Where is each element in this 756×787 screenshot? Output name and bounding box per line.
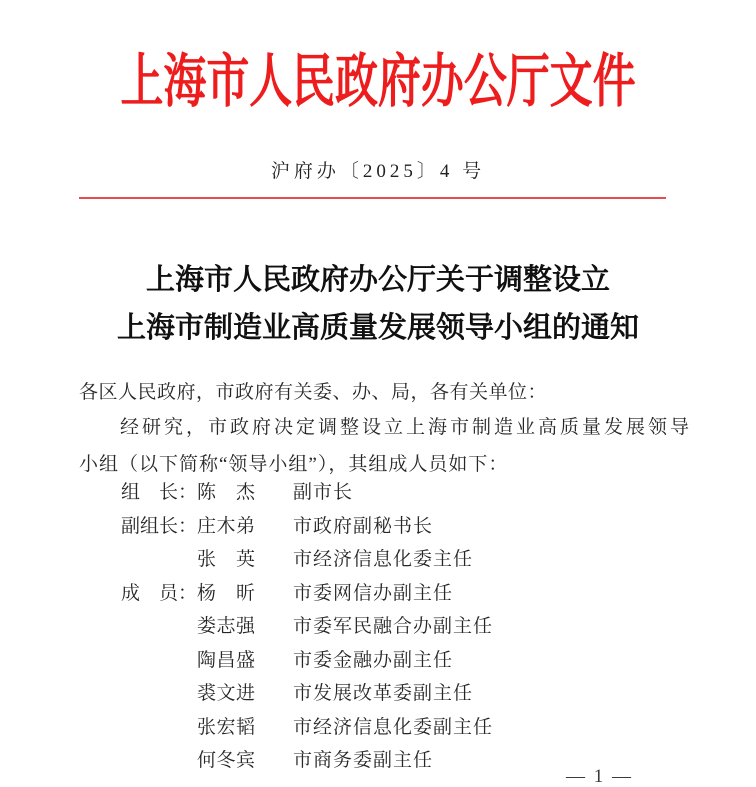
letterhead-title: 上海市人民政府办公厅文件 bbox=[120, 49, 636, 114]
member-name: 张宏韬 bbox=[197, 716, 256, 738]
member-name: 杨 昕 bbox=[197, 582, 256, 604]
member-name: 庄木弟 bbox=[197, 515, 256, 537]
document-title-line2: 上海市制造业高质量发展领导小组的通知 bbox=[116, 312, 639, 344]
member-row bbox=[79, 642, 719, 676]
red-letterhead bbox=[0, 34, 756, 118]
member-name: 张 英 bbox=[197, 549, 256, 571]
member-list bbox=[79, 474, 719, 776]
member-title: 副市长 bbox=[293, 482, 354, 504]
member-role: 组 长： bbox=[121, 482, 198, 504]
member-row bbox=[79, 575, 719, 609]
red-divider-rule bbox=[79, 197, 666, 199]
document-number: 沪府办〔2025〕4 号 bbox=[270, 161, 486, 182]
member-name: 何冬宾 bbox=[197, 750, 256, 772]
salutation-line: 各区人民政府，市政府有关委、办、局，各有关单位： bbox=[79, 382, 548, 403]
page-number: — 1 — bbox=[566, 766, 633, 787]
body-paragraph-line1: 经研究，市政府决定调整设立上海市制造业高质量发展领导 bbox=[120, 417, 693, 438]
member-title: 市委军民融合办副主任 bbox=[293, 616, 494, 638]
member-row bbox=[79, 675, 719, 709]
member-title: 市政府副秘书长 bbox=[293, 515, 434, 537]
member-row bbox=[79, 508, 719, 542]
member-row bbox=[79, 608, 719, 642]
member-role: 成 员： bbox=[121, 582, 198, 604]
member-title: 市商务委副主任 bbox=[293, 750, 434, 772]
member-title: 市发展改革委副主任 bbox=[293, 683, 474, 705]
member-row bbox=[79, 541, 719, 575]
member-name: 陶昌盛 bbox=[197, 649, 256, 671]
member-title: 市经济信息化委主任 bbox=[293, 549, 474, 571]
member-name: 陈 杰 bbox=[197, 482, 256, 504]
body-paragraph-line2: 小组（以下简称“领导小组”），其组成人员如下： bbox=[79, 454, 509, 475]
document-title-line1: 上海市人民政府办公厅关于调整设立 bbox=[145, 264, 610, 296]
document-title bbox=[0, 256, 756, 352]
member-title: 市委金融办副主任 bbox=[293, 649, 454, 671]
member-name: 裘文进 bbox=[197, 683, 256, 705]
member-role: 副组长： bbox=[121, 515, 198, 537]
member-name: 娄志强 bbox=[197, 616, 256, 638]
member-row bbox=[79, 474, 719, 508]
member-title: 市委网信办副主任 bbox=[293, 582, 454, 604]
member-title: 市经济信息化委副主任 bbox=[293, 716, 494, 738]
member-row bbox=[79, 709, 719, 743]
